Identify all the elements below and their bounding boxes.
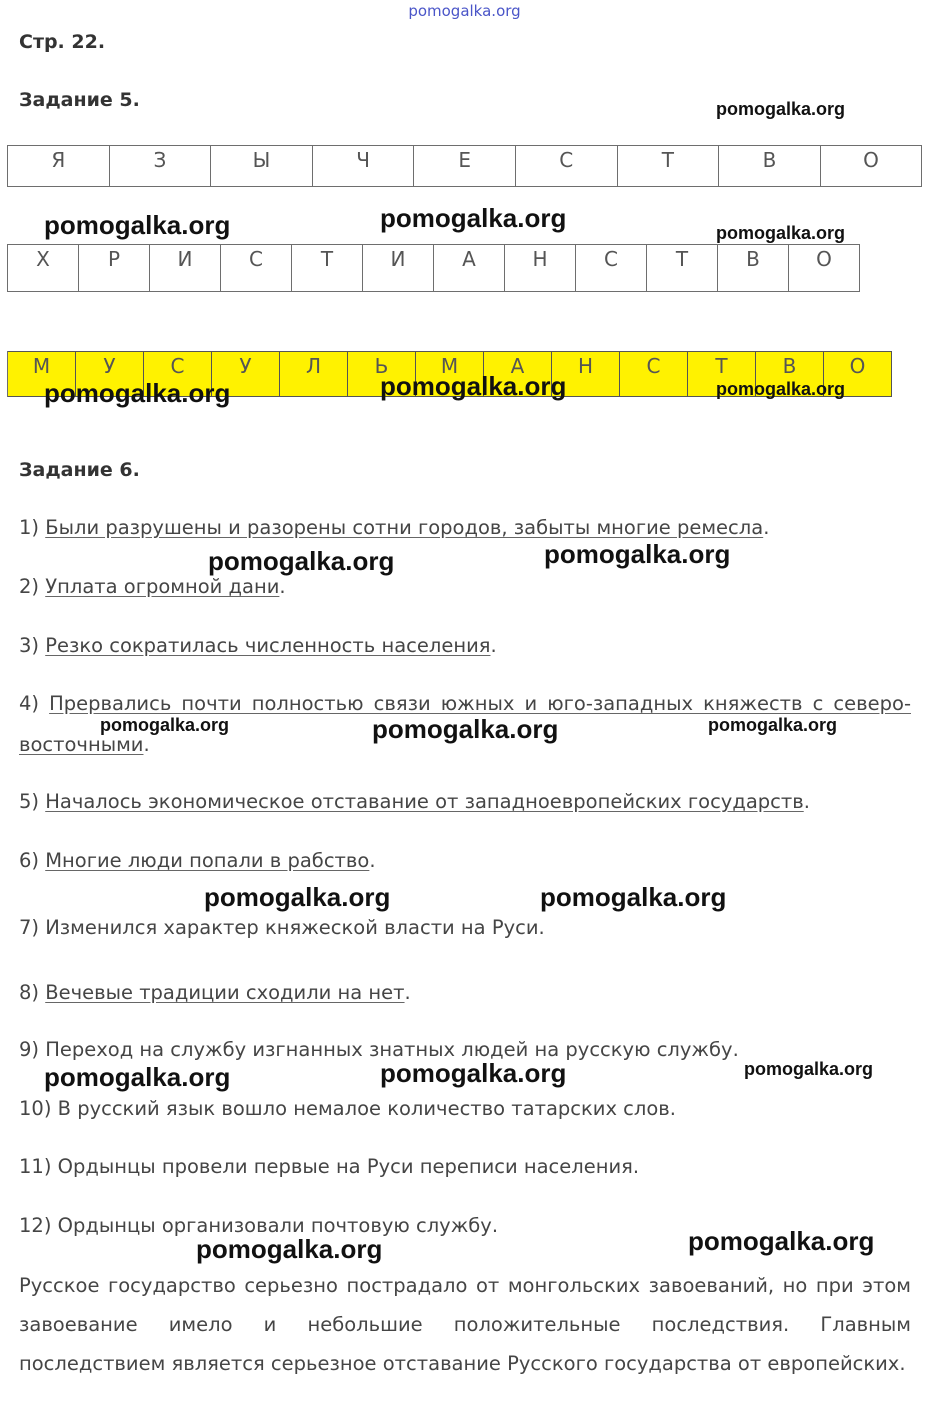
letter-cell: А bbox=[484, 351, 552, 397]
watermark: pomogalka.org bbox=[544, 539, 731, 569]
list-item: 3) Резко сократилась численность населения. bbox=[19, 634, 497, 657]
letter-cell: В bbox=[719, 145, 821, 187]
list-item: 1) Были разрушены и разорены сотни городов, забыты многие ремесла. bbox=[19, 516, 770, 539]
top-watermark: pomogalka.org bbox=[408, 2, 521, 20]
letter-cell: С bbox=[144, 351, 212, 397]
letter-cell: Т bbox=[647, 244, 718, 292]
watermark: pomogalka.org bbox=[380, 203, 567, 233]
letter-cell: Ч bbox=[313, 145, 415, 187]
list-item: 8) Вечевые традиции сходили на нет. bbox=[19, 981, 411, 1004]
watermark: pomogalka.org bbox=[716, 99, 846, 119]
letter-cell: А bbox=[434, 244, 505, 292]
list-item: 2) Уплата огромной дани. bbox=[19, 575, 286, 598]
letter-cell: О bbox=[824, 351, 892, 397]
word-grid-paganism bbox=[7, 145, 922, 187]
letter-cell: Х bbox=[8, 244, 79, 292]
watermark: pomogalka.org bbox=[44, 210, 231, 240]
page-label: Стр. 22. bbox=[19, 31, 106, 53]
letter-cell: И bbox=[363, 244, 434, 292]
letter-cell: З bbox=[110, 145, 212, 187]
letter-cell: М bbox=[416, 351, 484, 397]
watermark: pomogalka.org bbox=[708, 715, 838, 735]
watermark: pomogalka.org bbox=[196, 1234, 383, 1264]
letter-cell: М bbox=[8, 351, 76, 397]
list-item: 7) Изменился характер княжеской власти на Руси. bbox=[19, 916, 545, 939]
list-item: 10) В русский язык вошло немалое количество татарских слов. bbox=[19, 1097, 676, 1120]
watermark: pomogalka.org bbox=[380, 371, 567, 401]
watermark: pomogalka.org bbox=[380, 1058, 567, 1088]
letter-cell: Т bbox=[292, 244, 363, 292]
watermark: pomogalka.org bbox=[688, 1226, 875, 1256]
letter-cell: В bbox=[756, 351, 824, 397]
letter-cell: У bbox=[212, 351, 280, 397]
letter-cell: Т bbox=[688, 351, 756, 397]
letter-cell: С bbox=[516, 145, 618, 187]
letter-cell: Л bbox=[280, 351, 348, 397]
list-item: 6) Многие люди попали в рабство. bbox=[19, 849, 376, 872]
list-item: 12) Ордынцы организовали почтовую службу. bbox=[19, 1214, 499, 1237]
letter-cell: Н bbox=[505, 244, 576, 292]
letter-cell: С bbox=[221, 244, 292, 292]
watermark: pomogalka.org bbox=[372, 714, 559, 744]
watermark: pomogalka.org bbox=[744, 1059, 874, 1079]
watermark: pomogalka.org bbox=[44, 1062, 231, 1092]
letter-cell: В bbox=[718, 244, 789, 292]
watermark: pomogalka.org bbox=[540, 882, 727, 912]
letter-cell: О bbox=[821, 145, 923, 187]
conclusion-paragraph: Русское государство серьезно пострадало от монгольских завоеваний, но при этом завоевание имело и небольшие положительные последствия. Главным последствием является серьезное отставание Русского государства от европейских. bbox=[19, 1274, 911, 1375]
letter-cell: Ы bbox=[211, 145, 313, 187]
task5-title: Задание 5. bbox=[19, 89, 140, 111]
letter-cell: Ь bbox=[348, 351, 416, 397]
letter-cell: Т bbox=[618, 145, 720, 187]
letter-cell: С bbox=[576, 244, 647, 292]
list-item: 4) Прервались почти полностью связи южных и юго-западных княжеств с северо- bbox=[19, 692, 911, 715]
list-item-continuation: восточными. bbox=[19, 733, 150, 756]
letter-cell: С bbox=[620, 351, 688, 397]
watermark: pomogalka.org bbox=[204, 882, 391, 912]
word-grid-christianity bbox=[7, 244, 860, 292]
watermark: pomogalka.org bbox=[208, 546, 395, 576]
list-item: 5) Началось экономическое отставание от западноевропейских государств. bbox=[19, 790, 810, 813]
list-item: 11) Ордынцы провели первые на Руси переписи населения. bbox=[19, 1155, 640, 1178]
letter-cell: У bbox=[76, 351, 144, 397]
watermark: pomogalka.org bbox=[100, 715, 230, 735]
task6-title: Задание 6. bbox=[19, 459, 140, 481]
letter-cell: О bbox=[789, 244, 860, 292]
list-item: 9) Переход на службу изгнанных знатных людей на русскую службу. bbox=[19, 1038, 739, 1061]
letter-cell: Р bbox=[79, 244, 150, 292]
watermark: pomogalka.org bbox=[716, 223, 846, 243]
letter-cell: И bbox=[150, 244, 221, 292]
letter-cell: Е bbox=[414, 145, 516, 187]
letter-cell: Н bbox=[552, 351, 620, 397]
watermark: pomogalka.org bbox=[44, 378, 231, 408]
watermark: pomogalka.org bbox=[716, 379, 846, 399]
letter-cell: Я bbox=[8, 145, 110, 187]
